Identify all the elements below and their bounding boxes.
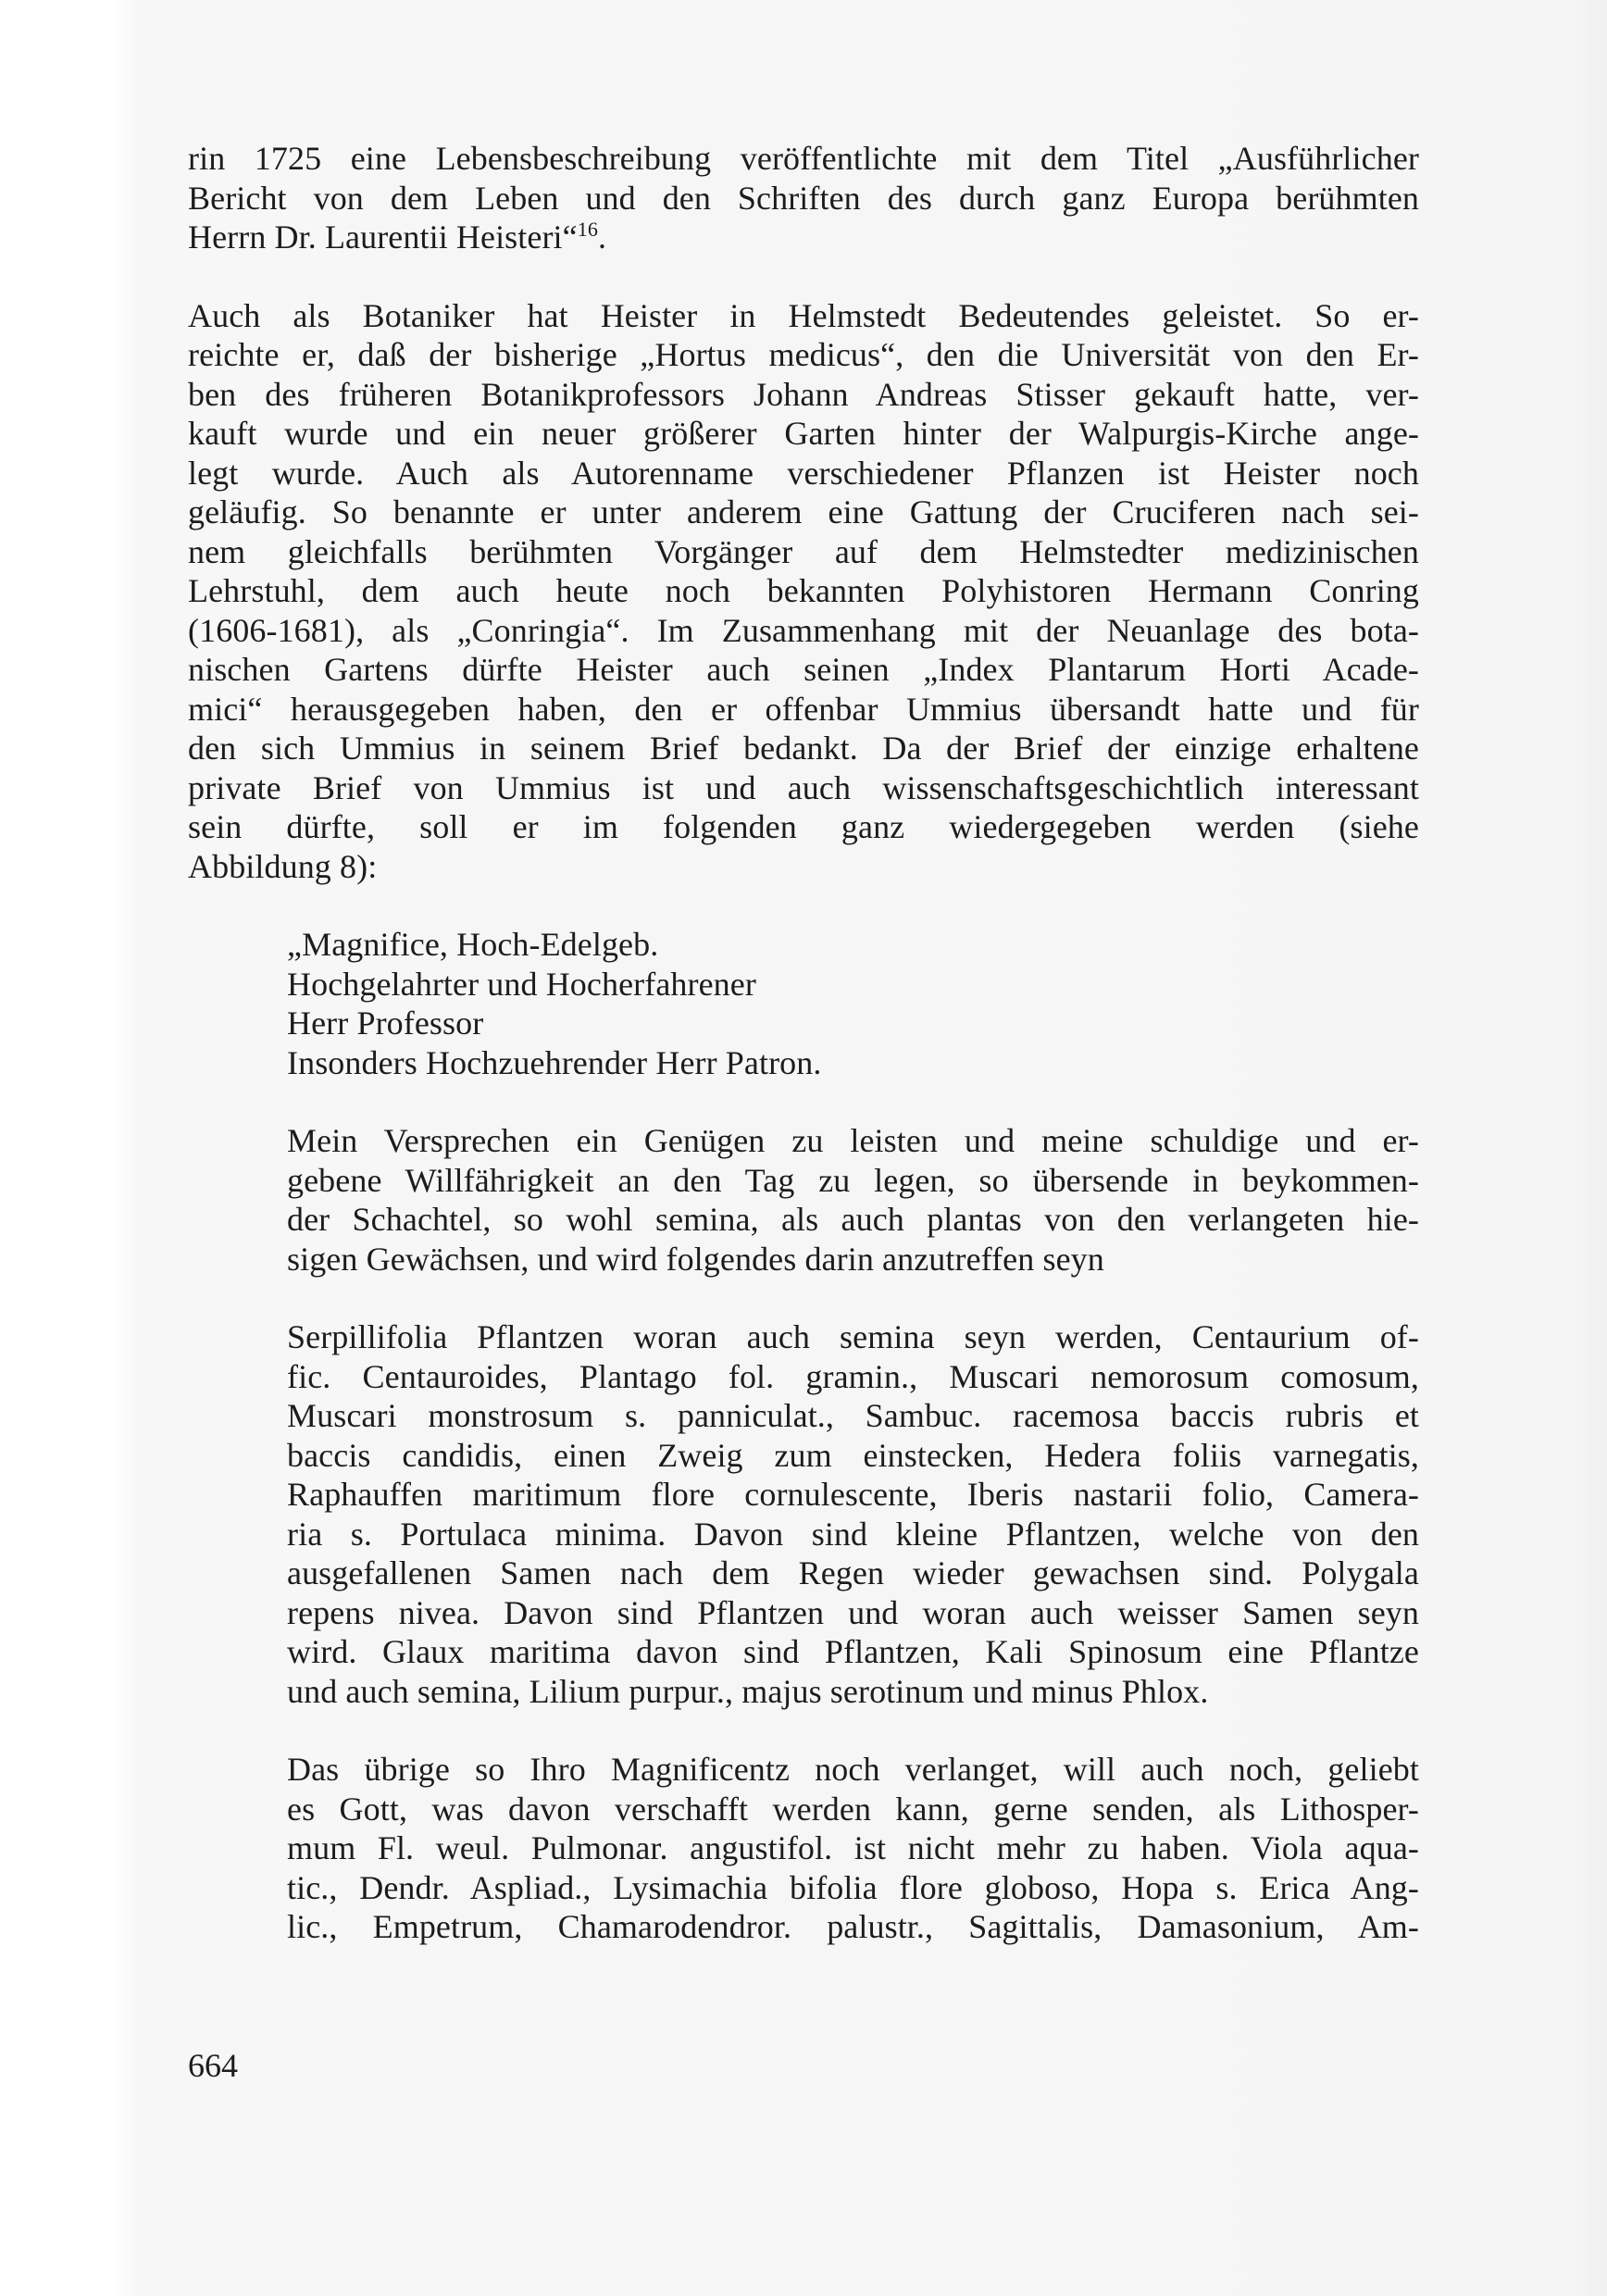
text-line: (1606-1681), als „Conringia“. Im Zusammenhang mit der Neuanlage des bota- (188, 611, 1419, 649)
text-line-last (188, 218, 1419, 257)
text-line: sein dürfte, soll er im folgenden ganz wiedergegeben werden (siehe (188, 808, 1419, 845)
footnote-reference: 16 (577, 218, 598, 241)
page-number: 664 (188, 2047, 238, 2084)
text-line: Serpillifolia Pflantzen woran auch semina seyn werden, Centaurium of- (287, 1318, 1419, 1355)
paragraph-1 (188, 139, 1419, 257)
paragraph-gap (188, 257, 1419, 296)
text-line: private Brief von Ummius ist und auch wissenschaftsgeschichtlich interessant (188, 768, 1419, 806)
text-line: Lehrstuhl, dem auch heute noch bekannten Polyhistoren Hermann Conring (188, 572, 1419, 609)
text-line: repens nivea. Davon sind Pflantzen und woran auch weisser Samen seyn (287, 1593, 1419, 1631)
paragraph-2 (188, 296, 1419, 887)
text-line: baccis candidis, einen Zweig zum einstecken, Hedera foliis varnegatis, (287, 1436, 1419, 1474)
paragraph-gap (287, 1279, 1419, 1317)
text-line-last: sigen Gewächsen, und wird folgendes darin anzutreffen seyn (287, 1240, 1104, 1278)
text-line: ria s. Portulaca minima. Davon sind kleine Pflantzen, welche von den (287, 1515, 1419, 1553)
text-line: ben des früheren Botanikprofessors Johann Andreas Stisser gekauft hatte, ver- (188, 375, 1419, 413)
text-line: Muscari monstrosum s. panniculat., Sambuc. racemosa baccis rubris et (287, 1397, 1419, 1434)
text-line: Raphauffen maritimum flore cornulescente, Iberis nastarii folio, Camera- (287, 1476, 1419, 1513)
letter-paragraph-2 (287, 1317, 1419, 1711)
text-line-last: und auch semina, Lilium purpur., majus serotinum und minus Phlox. (287, 1672, 1209, 1710)
text-line: Auch als Botaniker hat Heister in Helmstedt Bedeutendes geleistet. So er- (188, 296, 1419, 334)
text-line: kauft wurde und ein neuer größerer Garten hinter der Walpurgis-Kirche ange- (188, 415, 1419, 452)
text-line: es Gott, was davon verschafft werden kann, gerne senden, als Lithosper- (287, 1790, 1419, 1828)
text-fragment: Herrn Dr. Laurentii Heisteri“ (188, 218, 578, 256)
text-line: Mein Versprechen ein Genügen zu leisten und meine schuldige und er- (287, 1122, 1419, 1159)
text-line-last: Abbildung 8): (188, 847, 378, 885)
salutation-line: Herr Professor (287, 1004, 484, 1042)
text-line: reichte er, daß der bisherige „Hortus medicus“, den die Universität von den Er- (188, 336, 1419, 373)
text-line: gebene Willfährigkeit an den Tag zu legen, so übersende in beykommen- (287, 1161, 1419, 1199)
text-line: Bericht von dem Leben und den Schriften des durch ganz Europa berühmten (188, 179, 1419, 217)
salutation-line: Hochgelahrter und Hocherfahrener (287, 965, 756, 1003)
text-line: mum Fl. weul. Pulmonar. angustifol. ist nicht mehr zu haben. Viola aqua- (287, 1829, 1419, 1866)
salutation-line: „Magnifice, Hoch-Edelgeb. (287, 926, 659, 963)
text-line: den sich Ummius in seinem Brief bedankt. Da der Brief der einzige erhaltene (188, 730, 1419, 767)
letter-paragraph-1 (287, 1121, 1419, 1279)
text-fragment: . (597, 218, 607, 256)
paragraph-gap (188, 886, 1419, 925)
text-line: legt wurde. Auch als Autorenname verschiedener Pflanzen ist Heister noch (188, 454, 1419, 492)
text-line: fic. Centauroides, Plantago fol. gramin., Muscari nemorosum comosum, (287, 1357, 1419, 1395)
letter-quotation (287, 925, 1419, 1947)
text-line: ausgefallenen Samen nach dem Regen wieder gewachsen sind. Polygala (287, 1554, 1419, 1591)
text-line: tic., Dendr. Aspliad., Lysimachia bifolia flore globoso, Hopa s. Erica Ang- (287, 1868, 1419, 1906)
text-line: der Schachtel, so wohl semina, als auch plantas von den verlangeten hie- (287, 1201, 1419, 1238)
text-line: geläufig. So benannte er unter anderem eine Gattung der Cruciferen nach sei- (188, 493, 1419, 530)
text-line: lic., Empetrum, Chamarodendror. palustr., Sagittalis, Damasonium, Am- (287, 1908, 1419, 1945)
text-line: nischen Gartens dürfte Heister auch seinen „Index Plantarum Horti Acade- (188, 651, 1419, 688)
paragraph-gap (287, 1082, 1419, 1121)
text-line: mici“ herausgegeben haben, den er offenbar Ummius übersandt hatte und für (188, 690, 1419, 728)
paragraph-gap (287, 1711, 1419, 1750)
salutation-line: Insonders Hochzuehrender Herr Patron. (287, 1043, 822, 1081)
letter-paragraph-3 (287, 1750, 1419, 1947)
text-line: rin 1725 eine Lebensbeschreibung veröffentlichte mit dem Titel „Ausführlicher (188, 140, 1419, 177)
document-page (188, 139, 1419, 1947)
letter-salutation (287, 925, 1419, 1082)
text-line: nem gleichfalls berühmten Vorgänger auf dem Helmstedter medizinischen (188, 532, 1419, 570)
text-line: Das übrige so Ihro Magnificentz noch verlanget, will auch noch, geliebt (287, 1751, 1419, 1788)
text-line: wird. Glaux maritima davon sind Pflantzen, Kali Spinosum eine Pflantze (287, 1633, 1419, 1670)
